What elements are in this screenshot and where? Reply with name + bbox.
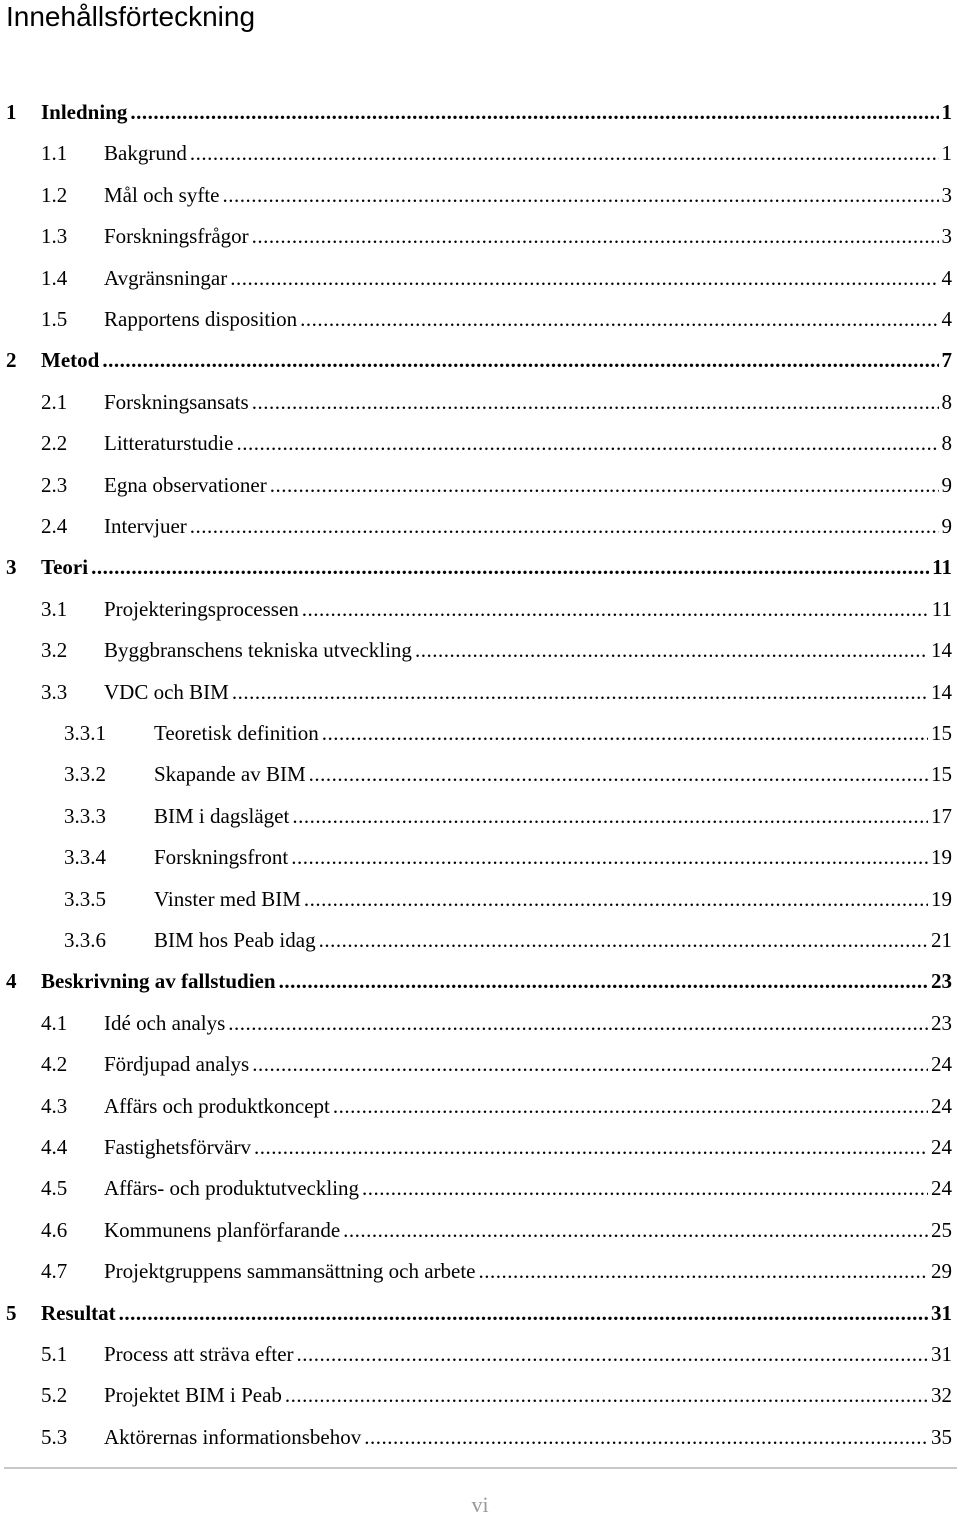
toc-entry-number: 3.2 [41, 638, 68, 663]
toc-entry-number: 1 [6, 100, 17, 124]
page-title: Innehållsförteckning [6, 1, 256, 32]
toc-entry-title: Process att sträva efter [104, 1342, 294, 1366]
toc-entry-page: 8 [941, 389, 952, 414]
toc-dot-leader [230, 258, 938, 299]
toc-entry-page: 24 [931, 1093, 952, 1118]
toc-entry-number: 1.2 [41, 182, 68, 207]
toc-entry[interactable] [41, 133, 952, 174]
toc-entry-page: 9 [941, 472, 952, 497]
toc-entry-number: 1.5 [41, 307, 68, 331]
toc-dot-leader [254, 1127, 928, 1168]
toc-entry-page: 4 [941, 265, 952, 290]
toc-entry-number: 2 [6, 348, 17, 373]
toc-entry-number: 4.6 [41, 1217, 68, 1242]
toc-entry-title: Skapande av BIM [154, 762, 306, 787]
toc-entry-number: 3.3.6 [64, 928, 106, 952]
toc-entry-page: 19 [931, 886, 952, 911]
toc-dot-leader [292, 796, 928, 837]
toc-entry-page: 23 [931, 1010, 952, 1035]
toc-entry-title: Bakgrund [104, 141, 187, 166]
toc-entry-title: BIM i dagsläget [154, 803, 290, 828]
toc-entry-number: 4.3 [41, 1093, 68, 1118]
toc-entry-title: Forskningsfront [154, 845, 289, 870]
toc-entry-page: 1 [941, 100, 952, 124]
toc-entry-page: 21 [931, 928, 952, 952]
toc-entry-number: 1.4 [41, 265, 68, 290]
toc-entry[interactable] [6, 1293, 952, 1334]
toc-dot-leader [319, 920, 928, 961]
toc-entry-number: 2.4 [41, 514, 68, 538]
toc-entry-title: Egna observationer [104, 472, 267, 497]
toc-entry-title: BIM hos Peab idag [154, 928, 316, 952]
toc-dot-leader [343, 1210, 928, 1251]
toc-entry[interactable] [41, 1251, 952, 1292]
toc-entry-page: 19 [931, 845, 952, 870]
toc-dot-leader [285, 1375, 928, 1416]
toc-entry[interactable] [41, 1168, 952, 1209]
toc-entry-number: 4.7 [41, 1259, 68, 1284]
toc-entry-title: Avgränsningar [104, 265, 228, 290]
toc-dot-leader [190, 506, 939, 547]
toc-dot-leader [279, 961, 928, 1002]
toc-entry[interactable] [64, 879, 952, 920]
footer-divider [4, 1467, 957, 1469]
toc-dot-leader [228, 1003, 928, 1044]
toc-dot-leader [309, 754, 928, 795]
toc-entry-page: 7 [941, 348, 952, 373]
toc-dot-leader [222, 175, 938, 216]
toc-entry[interactable] [41, 382, 952, 423]
toc-entry-number: 4.2 [41, 1052, 68, 1077]
toc-entry-page: 23 [931, 969, 952, 994]
toc-entry-number: 2.3 [41, 472, 68, 497]
toc-entry-page: 24 [931, 1052, 952, 1077]
toc-entry-number: 3.3.2 [64, 762, 106, 787]
toc-entry[interactable] [41, 1003, 952, 1044]
toc-entry[interactable] [41, 216, 952, 257]
toc-dot-leader [304, 879, 928, 920]
toc-entry[interactable] [6, 961, 952, 1002]
toc-entry-number: 2.2 [41, 431, 68, 456]
toc-entry-title: Fördjupad analys [104, 1052, 250, 1077]
toc-entry[interactable] [64, 920, 952, 961]
toc-entry[interactable] [41, 589, 952, 630]
toc-dot-leader [91, 547, 929, 588]
toc-entry[interactable] [6, 92, 952, 133]
toc-dot-leader [297, 1334, 928, 1375]
toc-entry-number: 4.1 [41, 1010, 68, 1035]
toc-dot-leader [270, 465, 939, 506]
toc-entry[interactable] [41, 1210, 952, 1251]
toc-entry-page: 17 [931, 803, 952, 828]
toc-entry[interactable] [41, 1375, 952, 1416]
toc-entry-title: VDC och BIM [104, 679, 229, 704]
toc-entry-page: 3 [941, 182, 952, 207]
toc-dot-leader [232, 672, 928, 713]
toc-entry-number: 1.3 [41, 224, 68, 249]
toc-entry-page: 1 [941, 141, 952, 166]
toc-entry[interactable] [41, 1334, 952, 1375]
toc-dot-leader [300, 299, 938, 340]
toc-entry-page: 15 [931, 762, 952, 787]
toc-dot-leader [252, 1044, 928, 1085]
toc-entry-title: Teoretisk definition [154, 721, 319, 745]
toc-entry[interactable] [64, 754, 952, 795]
toc-entry[interactable] [64, 713, 952, 754]
toc-entry-title: Vinster med BIM [154, 886, 301, 911]
toc-entry-title: Inledning [41, 100, 128, 124]
toc-entry-title: Fastighetsförvärv [104, 1135, 251, 1159]
toc-entry-page: 14 [931, 638, 952, 663]
toc-entry-title: Kommunens planförfarande [104, 1217, 341, 1242]
toc-entry-page: 35 [931, 1424, 952, 1449]
toc-dot-leader [415, 630, 928, 671]
toc-dot-leader [333, 1086, 928, 1127]
toc-entry-page: 32 [931, 1383, 952, 1408]
toc-entry-number: 1.1 [41, 141, 68, 166]
toc-entry-number: 3 [6, 555, 17, 580]
toc-entry-title: Idé och analys [104, 1010, 226, 1035]
toc-entry-number: 3.3 [41, 679, 68, 704]
toc-entry-title: Resultat [41, 1300, 116, 1325]
toc-entry-title: Rapportens disposition [104, 307, 298, 331]
toc-dot-leader [252, 216, 939, 257]
toc-entry-page: 31 [931, 1342, 952, 1366]
toc-entry-number: 5.1 [41, 1342, 68, 1366]
toc-entry-number: 5.2 [41, 1383, 68, 1408]
toc-entry[interactable] [41, 423, 952, 464]
toc-dot-leader [364, 1417, 928, 1458]
toc-entry[interactable] [41, 672, 952, 713]
toc-entry-page: 9 [941, 514, 952, 538]
toc-entry[interactable] [6, 340, 952, 381]
toc-entry-page: 31 [931, 1300, 952, 1325]
toc-dot-leader [252, 382, 939, 423]
toc-entry-title: Forskningsfrågor [104, 224, 249, 249]
toc-dot-leader [130, 92, 938, 133]
toc-entry[interactable] [41, 1127, 952, 1168]
toc-entry-title: Intervjuer [104, 514, 187, 538]
toc-entry-page: 24 [931, 1176, 952, 1201]
toc-entry-page: 3 [941, 224, 952, 249]
toc-entry[interactable] [6, 547, 952, 588]
toc-dot-leader [236, 423, 938, 464]
toc-entry-title: Aktörernas informationsbehov [104, 1424, 362, 1449]
page-number: vi [471, 1492, 489, 1517]
toc-entry-title: Affärs- och produktutveckling [104, 1176, 360, 1201]
toc-dot-leader [479, 1251, 929, 1292]
toc-entry-number: 5.3 [41, 1424, 68, 1449]
toc-entry-title: Byggbranschens tekniska utveckling [104, 638, 412, 663]
toc-dot-leader [102, 340, 938, 381]
toc-entry-number: 4.5 [41, 1176, 68, 1201]
toc-entry[interactable] [41, 299, 952, 340]
toc-entry[interactable] [41, 258, 952, 299]
toc-entry-number: 4 [6, 969, 17, 994]
toc-entry-number: 3.3.5 [64, 886, 106, 911]
toc-entry-number: 2.1 [41, 389, 68, 414]
toc-entry-page: 4 [941, 307, 952, 331]
toc-dot-leader [291, 837, 928, 878]
toc-entry-page: 11 [931, 596, 952, 621]
toc-entry[interactable] [41, 465, 952, 506]
toc-dot-leader [119, 1293, 928, 1334]
toc-entry[interactable] [41, 1044, 952, 1085]
toc-entry-title: Beskrivning av fallstudien [41, 969, 276, 994]
toc-entry-number: 4.4 [41, 1135, 68, 1159]
toc-entry[interactable] [41, 1417, 952, 1458]
toc-dot-leader [322, 713, 928, 754]
toc-entry-title: Projekteringsprocessen [104, 596, 299, 621]
toc-entry-page: 11 [932, 555, 952, 580]
toc-entry-title: Projektgruppens sammansättning och arbete [104, 1259, 476, 1284]
toc-entry-page: 8 [941, 431, 952, 456]
toc-entry[interactable] [41, 506, 952, 547]
toc-entry-page: 24 [931, 1135, 952, 1159]
toc-entry-number: 5 [6, 1300, 17, 1325]
toc-entry[interactable] [41, 175, 952, 216]
toc-entry-title: Teori [41, 555, 89, 580]
toc-entry-title: Mål och syfte [104, 182, 220, 207]
toc-dot-leader [302, 589, 929, 630]
toc-entry[interactable] [64, 837, 952, 878]
toc-dot-leader [190, 133, 939, 174]
toc-entry-number: 3.1 [41, 596, 68, 621]
toc-entry-page: 15 [931, 721, 952, 745]
toc-entry[interactable] [64, 796, 952, 837]
toc-entry-title: Affärs och produktkoncept [104, 1093, 330, 1118]
toc-entry-number: 3.3.4 [64, 845, 106, 870]
toc-entry-title: Projektet BIM i Peab [104, 1383, 282, 1408]
toc-entry[interactable] [41, 1086, 952, 1127]
toc-entry-title: Metod [41, 348, 100, 373]
toc-entry-page: 29 [931, 1259, 952, 1284]
toc-entry[interactable] [41, 630, 952, 671]
toc-dot-leader [362, 1168, 928, 1209]
toc-entry-page: 14 [931, 679, 952, 704]
toc-entry-number: 3.3.3 [64, 803, 106, 828]
toc-entry-title: Litteraturstudie [104, 431, 234, 456]
toc-entry-number: 3.3.1 [64, 721, 106, 745]
toc-entry-title: Forskningsansats [104, 389, 249, 414]
toc-entry-page: 25 [931, 1217, 952, 1242]
